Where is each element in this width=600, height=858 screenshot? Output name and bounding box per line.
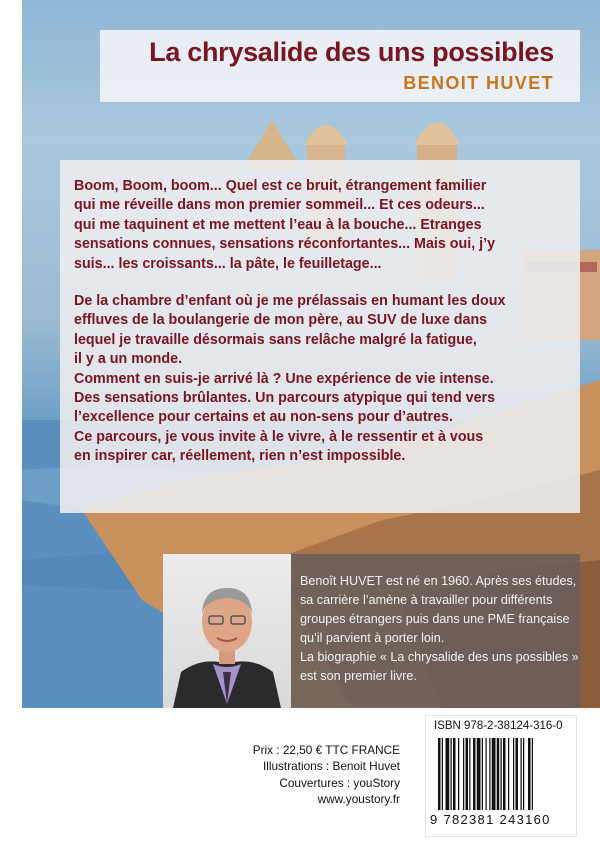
blurb-line: qui me taquinent et me mettent l’eau à la bouche... Etranges — [74, 216, 482, 233]
barcode — [438, 738, 564, 810]
bio-line: Benoît HUVET est né en 1960. Après ses études, — [300, 574, 577, 588]
tower-top — [414, 123, 460, 146]
author-portrait — [163, 554, 291, 708]
author-bio — [300, 572, 582, 687]
blurb-paragraph — [74, 177, 564, 274]
book-title: La chrysalide des uns possibles — [149, 37, 554, 67]
blurb-line: suis... les croissants... la pâte, le feuilletage... — [74, 255, 382, 272]
illustrations-credit: Illustrations : Benoit Huvet — [262, 759, 400, 774]
bio-line: est son premier livre. — [300, 669, 417, 684]
blurb-line: De la chambre d’enfant où je me prélassais en humant les doux — [74, 293, 506, 310]
barcode-bar — [469, 738, 470, 810]
barcode-bar — [473, 738, 476, 810]
blurb-line: lequel je travaille désormais sans relâche malgré la fatigue, — [74, 331, 477, 348]
barcode-bar — [516, 738, 519, 810]
blurb-panel — [60, 160, 580, 513]
blurb-line: il y a un monde. — [74, 351, 183, 368]
barcode-bar — [466, 738, 469, 810]
isbn-text: ISBN 978-2-38124-316-0 — [434, 720, 563, 732]
barcode-bar — [446, 738, 450, 810]
blurb-line: Ce parcours, je vous invite à le vivre, à le ressentir et à vous — [74, 428, 484, 445]
bio-line: qu’il parvient à porter loin. — [300, 631, 445, 646]
blurb-line: sensations connues, sensations réconfortantes... Mais oui, j’y — [74, 236, 496, 253]
price-text: Prix : 22,50 € TTC FRANCE — [252, 743, 400, 757]
credits — [253, 742, 400, 808]
bio-line: La biographie « La chrysalide des uns possibles » — [300, 650, 579, 665]
barcode-bar — [508, 738, 509, 810]
title-banner — [100, 30, 580, 102]
bio-line: sa carrière l’amène à travailler pour différents — [300, 593, 553, 608]
barcode-bar — [442, 738, 443, 810]
barcode-block — [425, 715, 577, 837]
barcode-bar — [523, 738, 524, 810]
barcode-bar — [486, 738, 487, 810]
covers-credit: Couvertures : youStory — [279, 775, 400, 790]
barcode-bar — [482, 738, 483, 810]
barcode-bar — [528, 738, 531, 810]
barcode-bar — [463, 738, 464, 810]
barcode-bar — [458, 738, 459, 810]
barcode-bar — [521, 738, 522, 810]
blurb-line: Des sensations brûlantes. Un parcours atypique qui tend vers — [74, 390, 496, 407]
barcode-bar — [453, 738, 456, 810]
tower-top — [304, 125, 348, 145]
barcode-bar — [477, 738, 481, 810]
barcode-bar — [438, 738, 441, 810]
barcode-bar — [492, 738, 496, 810]
blurb-line: effluves de la boulangerie de mon père, au SUV de luxe dans — [74, 312, 488, 329]
barcode-bar — [497, 738, 500, 810]
barcode-bar — [501, 738, 502, 810]
author-name: BENOIT HUVET — [403, 73, 554, 93]
barcode-bar — [513, 738, 514, 810]
blurb-line: qui me réveille dans mon premier sommeil... Et ces odeurs... — [74, 197, 485, 214]
blurb-line: en inspirer car, réellement, rien n’est impossible. — [74, 448, 406, 465]
author-photo — [163, 554, 291, 708]
barcode-bar — [451, 738, 452, 810]
blurb-text — [74, 177, 564, 485]
bio-line: groupes étrangers puis dans une PME française — [300, 612, 570, 627]
blurb-line: Boom, Boom, boom... Quel est ce bruit, étrangement familier — [74, 178, 487, 194]
barcode-digits: 9 782381 243160 — [430, 812, 551, 827]
website-link[interactable]: www.youstory.fr — [317, 792, 400, 807]
blurb-line: Comment en suis-je arrivé là ? Une expérience de vie intense. — [74, 370, 494, 387]
barcode-bar — [489, 738, 490, 810]
barcode-bar — [503, 738, 506, 810]
barcode-bar — [532, 738, 533, 810]
blurb-paragraph — [74, 292, 564, 467]
blurb-line: l’excellence pour certains et au non-sens pour d’autres. — [74, 409, 453, 426]
